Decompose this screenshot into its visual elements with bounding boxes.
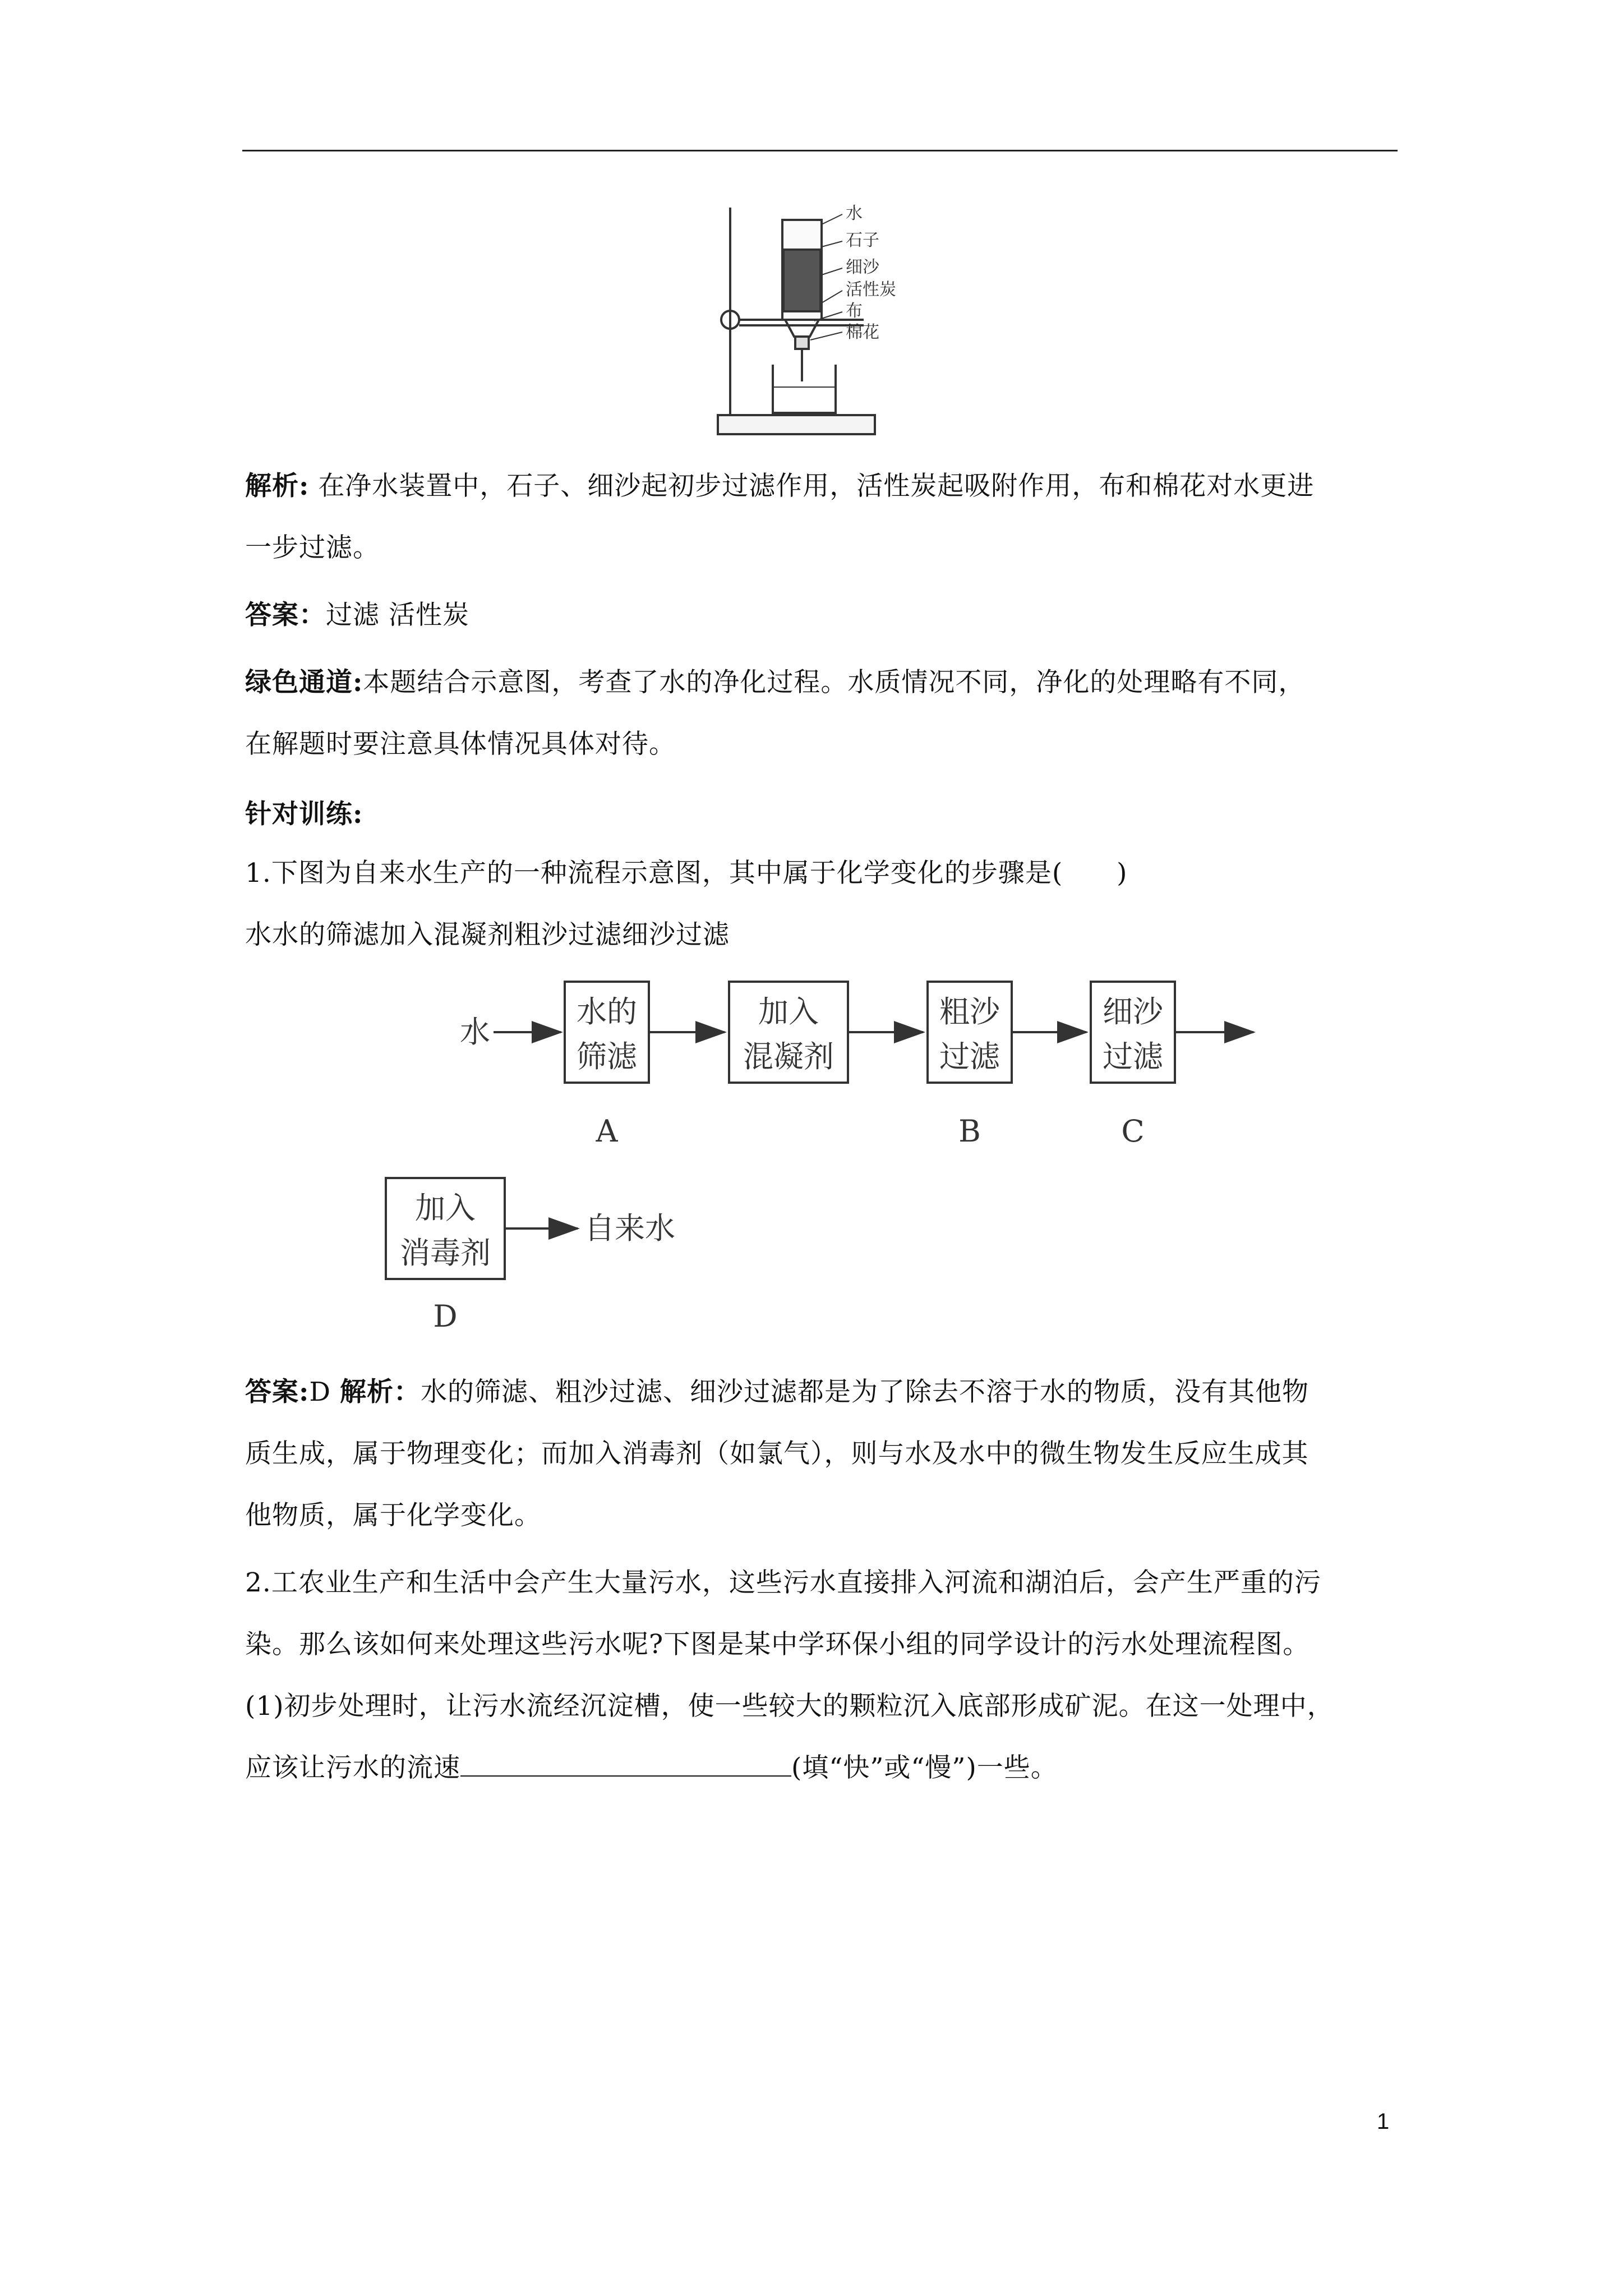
answer2-line3: 他物质，属于化学变化。 (245, 1500, 541, 1531)
flow-box-d-line2: 消毒剂 (400, 1235, 491, 1271)
green-channel-line2: 在解题时要注意具体情况具体对待。 (245, 729, 676, 760)
flow-box-b-line1: 粗沙 (939, 994, 1000, 1029)
question-1-caption: 水水的筛滤加入混凝剂粗沙过滤细沙过滤 (245, 919, 730, 950)
question-1: 1.下图为自来水生产的一种流程示意图，其中属于化学变化的步骤是( ) (245, 858, 1128, 889)
flow-box-c-line1: 细沙 (1103, 994, 1163, 1029)
question-2-sub1-line1: (1)初步处理时，让污水流经沉淀槽，使一些较大的颗粒沉入底部形成矿泥。在这一处理中， (245, 1691, 1334, 1722)
header-rule (242, 150, 1398, 151)
green-channel-label: 绿色通道: (245, 667, 363, 698)
analysis2-label: 解析： (340, 1377, 421, 1407)
answer2-line2: 质生成，属于物理变化；而加入消毒剂（如氯气），则与水及水中的微生物发生反应生成其 (245, 1438, 1309, 1469)
flow-tag-c: C (1121, 1114, 1145, 1149)
flow-tag-a: A (596, 1114, 618, 1149)
fig1-label-activated-carbon: 活性炭 (846, 280, 896, 300)
question-2-sub1-line2: 应该让污水的流速 (填“快”或“慢”)一些。 (245, 1739, 1400, 1797)
flow-box-c-line2: 过滤 (1103, 1039, 1163, 1074)
fig1-label-cotton: 棉花 (846, 323, 879, 342)
fig1-label-fine-sand: 细沙 (846, 257, 879, 277)
water-treatment-flow-diagram (359, 976, 1267, 1346)
flow-end-label: 自来水 (584, 1211, 675, 1246)
page-number: 1 (1377, 2109, 1390, 2134)
analysis-paragraph-line2: 一步过滤。 (245, 532, 380, 563)
green-channel-line1: 绿色通道:本题结合示意图，考查了水的净化过程。水质情况不同，净化的处理略有不同， (245, 667, 1306, 698)
analysis-label: 解析: (245, 471, 310, 501)
flow-tag-d: D (433, 1299, 458, 1334)
flow-box-coagulant-line2: 混凝剂 (743, 1039, 834, 1074)
fig1-label-cloth: 布 (846, 301, 863, 321)
training-heading: 针对训练: (245, 799, 363, 830)
analysis-paragraph-line1: 解析: 在净水装置中，石子、细沙起初步过滤作用，活性炭起吸附作用，布和棉花对水更进 (245, 471, 1315, 501)
answer-blank[interactable] (460, 1749, 791, 1777)
flow-box-coagulant-line1: 加入 (758, 994, 819, 1029)
question-2-line2: 染。那么该如何来处理这些污水呢?下图是某中学环保小组的同学设计的污水处理流程图。 (245, 1629, 1310, 1660)
fig1-label-stones: 石子 (846, 231, 879, 250)
flow-box-a-line1: 水的 (577, 994, 637, 1029)
flow-start-label: 水 (460, 1014, 490, 1050)
answer2-label: 答案: (245, 1377, 310, 1407)
water-filter-apparatus-figure (695, 202, 959, 449)
answer-line: 答案：过滤 活性炭 (245, 600, 469, 631)
answer-label: 答案： (245, 600, 326, 631)
flow-box-d-line1: 加入 (415, 1190, 476, 1226)
flow-box-b-line2: 过滤 (939, 1039, 1000, 1074)
flow-tag-b: B (958, 1114, 981, 1149)
fig1-label-water: 水 (846, 204, 863, 223)
question-2-line1: 2.工农业生产和生活中会产生大量污水，这些污水直接排入河流和湖泊后，会产生严重的污 (245, 1567, 1321, 1598)
flow-box-a-line2: 筛滤 (577, 1039, 637, 1074)
answer2-line1: 答案:D 解析：水的筛滤、粗沙过滤、细沙过滤都是为了除去不溶于水的物质，没有其他物 (245, 1377, 1309, 1407)
